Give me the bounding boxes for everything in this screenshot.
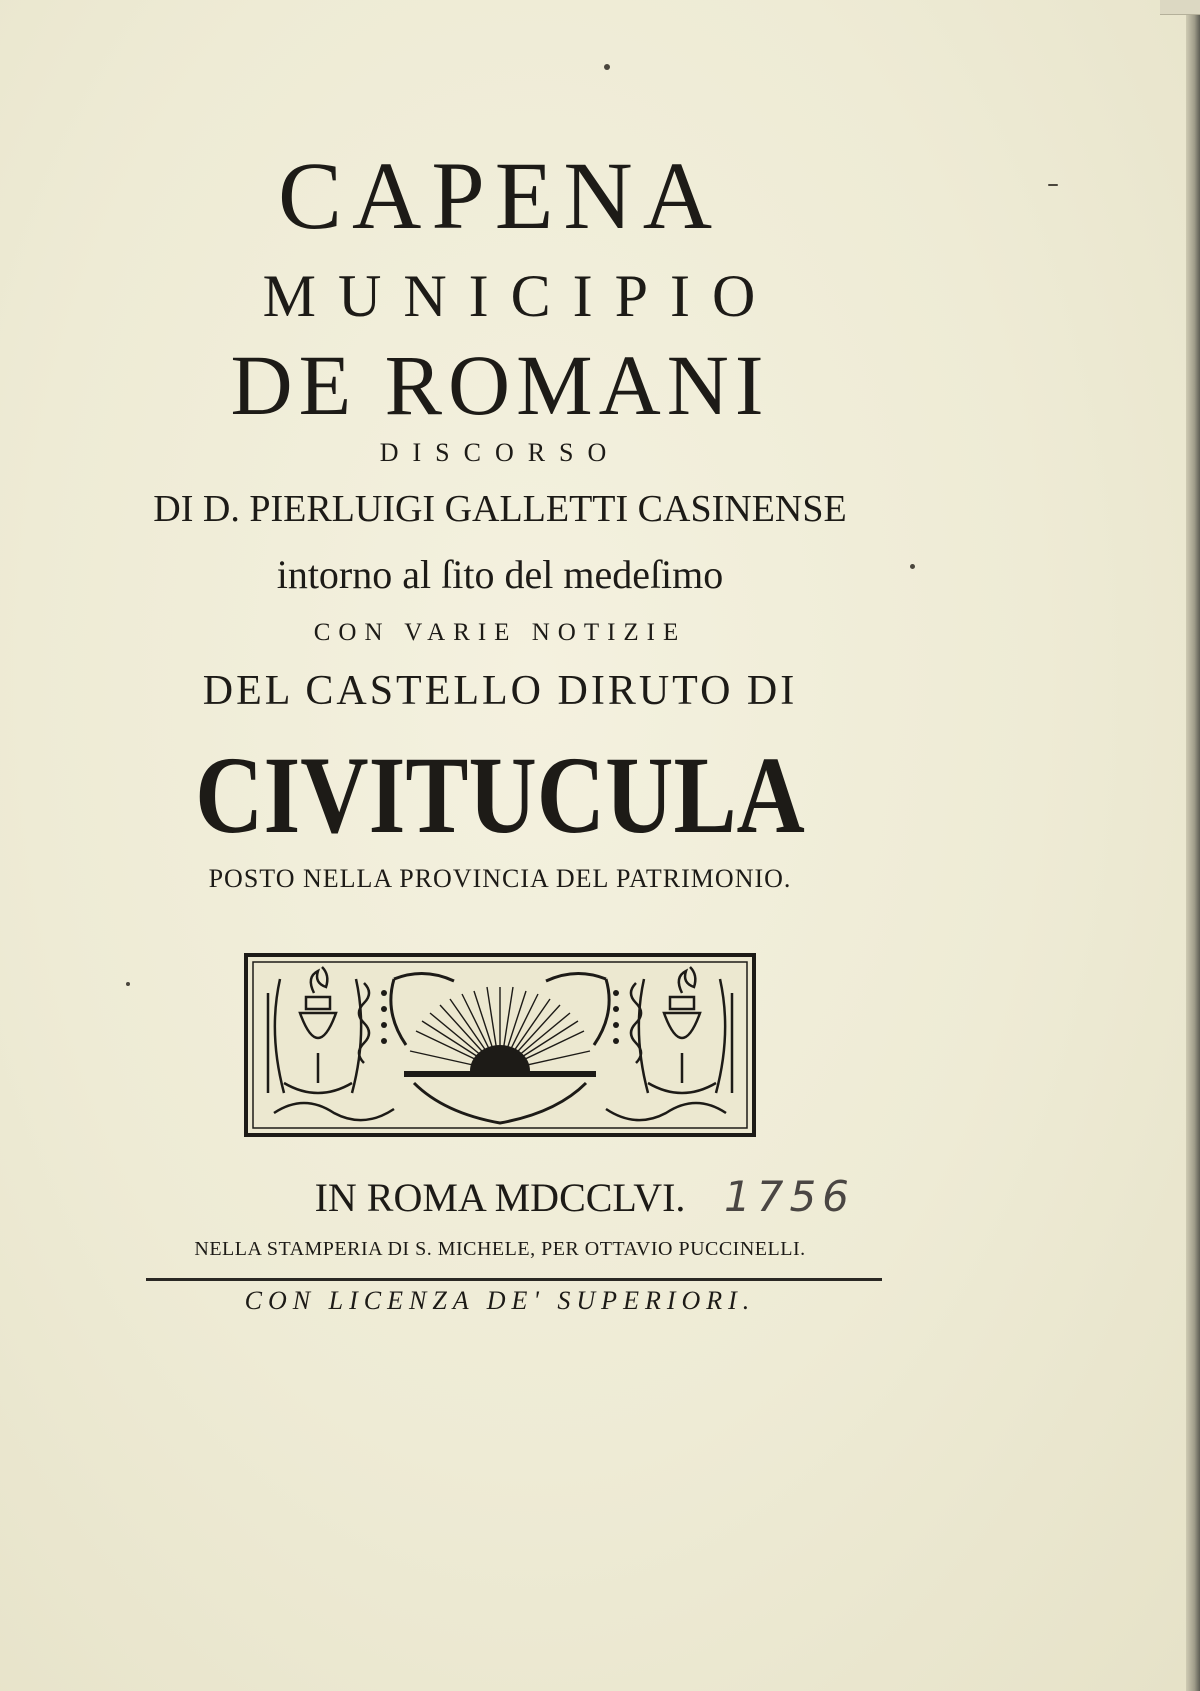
subtitle-posto: POSTO NELLA PROVINCIA DEL PATRIMONIO. [208,864,792,893]
woodcut-ornament-icon [244,953,756,1137]
ink-speck [910,564,915,569]
imprint-place-date: IN ROMA MDCCLVI. [314,1175,686,1220]
imprint-printer: NELLA STAMPERIA DI S. MICHELE, PER OTTAVIO PUCCINELLI. [194,1238,806,1260]
title-de-romani: DE ROMANI [230,337,770,433]
ink-speck [126,982,130,986]
subtitle-discorso: DISCORSO [379,438,621,467]
book-edge [1186,0,1200,1691]
subtitle-varie-notizie: CON VARIE NOTIZIE [313,619,687,646]
imprint-divider-rule [146,1278,882,1281]
author-line: DI D. PIERLUIGI GALLETTI CASINENSE [153,488,847,530]
subtitle-castello: DEL CASTELLO DIRUTO DI [202,668,798,714]
title-civitucula: CIVITUCULA [195,734,805,856]
subtitle-intorno: intorno al ſito del medeſimo [276,552,724,597]
page-corner [1160,0,1200,15]
title-municipio: MUNICIPIO [262,263,778,329]
imprint-licence: CON LICENZA DE' SUPERIORI. [244,1286,756,1315]
title-capena: CAPENA [277,142,723,249]
ink-speck [1048,184,1058,186]
handwritten-year-annotation: 1756 [724,1172,855,1221]
ink-speck [604,64,610,70]
